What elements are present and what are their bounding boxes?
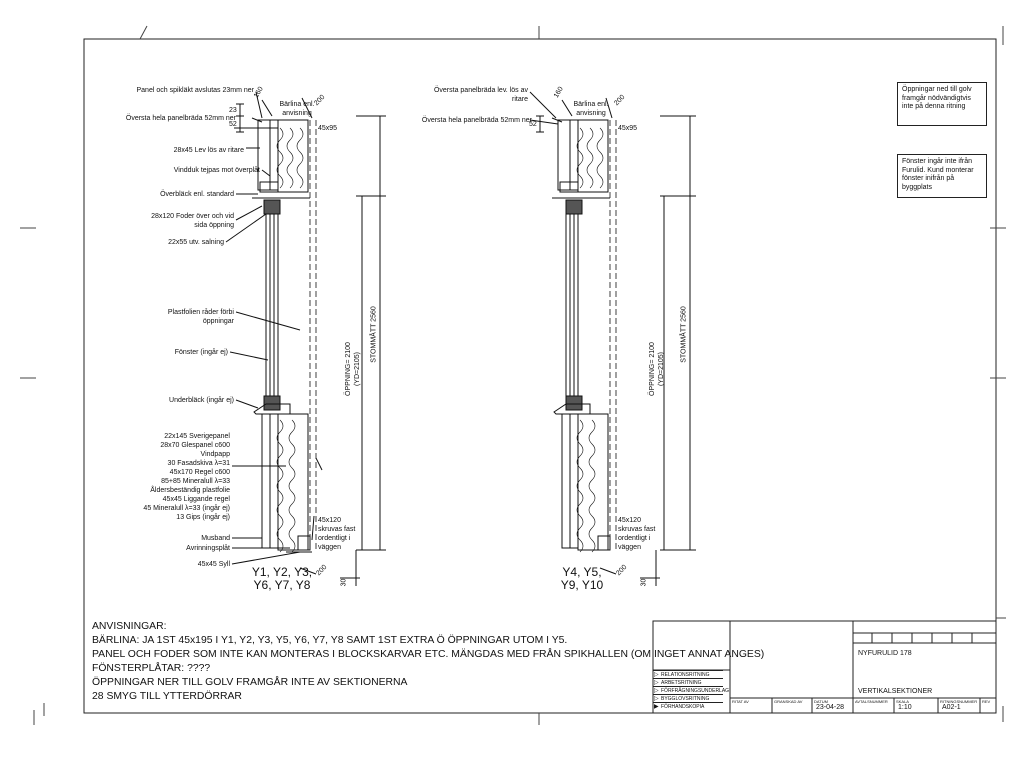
head-granskad: GRANSKAD AV	[774, 699, 803, 704]
label-avrinningsplat: Avrinningsplåt	[186, 545, 230, 552]
head-ritningsnummer: RITNINGSNUMMER	[940, 699, 978, 704]
head-rev: REV	[982, 699, 991, 704]
label-plastfolien: Plastfolien råder förbi öppningar	[167, 309, 234, 325]
dim-52-right: 52	[529, 121, 537, 128]
dim-200-bottom-left: 200	[315, 563, 329, 578]
dim-160-left: 160	[252, 85, 265, 100]
stage-relationsritning: ▷ RELATIONSRITNING	[653, 670, 723, 678]
head-uppdrag: AVTALSNUMMER	[855, 699, 888, 704]
drawing-date: 23-04-28	[816, 704, 845, 711]
dim-opening-left: ÖPPNING= 2100 (YD=2105)	[345, 342, 361, 396]
stage-bygglovsritning: ▷ BYGGLOVSRITNING	[653, 694, 723, 702]
stage-arbetsritning: ▷ ARBETSRITNING	[653, 678, 723, 686]
label-panel-spiklakt: Panel och spikläkt avslutas 23mm ner	[136, 87, 254, 94]
dim-45x120-left: 45x120 skruvas fast ordentligt i väggen	[318, 517, 356, 551]
right-wall-section	[530, 92, 696, 586]
sheet-border	[84, 39, 996, 713]
dim-23-left: 23	[229, 107, 237, 114]
stage-forfragningsunderlag: ▷ FÖRFRÅGNINGSUNDERLAG	[653, 686, 723, 694]
label-overblack: Överbläck enl. standard	[160, 191, 234, 198]
label-oversta-hela-panelbrada-right: Översta hela panelbräda 52mm ner	[421, 117, 532, 124]
label-barlina-left: Bärlina enl. anvisning	[279, 101, 315, 117]
instruction-line: 28 SMYG TILL YTTERDÖRRAR	[92, 691, 242, 702]
label-vindduk: Vindduk tejpas mot överplåt	[173, 167, 260, 174]
instruction-line: ÖPPNINGAR NER TILL GOLV FRAMGÅR INTE AV SEKTIONERNA	[92, 677, 408, 688]
dim-200-bottom-right: 200	[615, 563, 629, 578]
label-oversta-hela-panelbrada: Översta hela panelbräda 52mm ner	[125, 115, 236, 122]
dim-opening-right: ÖPPNING= 2100 (YD=2105)	[649, 342, 665, 396]
dim-52-left: 52	[229, 121, 237, 128]
section-title-left: Y1, Y2, Y3, Y6, Y7, Y8	[251, 565, 313, 592]
project-name: NYFURULID 178	[858, 650, 912, 657]
instruction-line: FÖNSTERPLÅTAR: ????	[92, 663, 211, 674]
side-note-openings: Öppningar ned till golv framgår nödvändigtvis inte på denna ritning	[897, 82, 987, 126]
dim-stommatt-right: STOMMÅTT 2560	[680, 306, 688, 363]
dim-30-right: 30	[640, 578, 648, 587]
head-skala: SKALA	[896, 699, 909, 704]
label-28x120-foder: 28x120 Foder över och vid sida öppning	[151, 213, 234, 229]
dim-200-top-right: 200	[613, 93, 627, 108]
drawing-number: A02-1	[942, 704, 961, 711]
label-underblack: Underbläck (ingår ej)	[169, 397, 234, 404]
side-note-windows: Fönster ingår inte ifrån Furulid. Kund monterar fönster inifrån på byggplats	[897, 154, 987, 198]
label-28x45-lev: 28x45 Lev lös av ritare	[173, 147, 244, 154]
dim-45x120-right: 45x120 skruvas fast ordentligt i väggen	[618, 517, 656, 551]
dim-45x95-right: 45x95	[618, 125, 638, 132]
dim-160-right: 160	[552, 85, 565, 100]
label-barlina-right: Bärlina enl. anvisning	[573, 101, 609, 117]
dim-stommatt-left: STOMMÅTT 2560	[370, 306, 378, 363]
head-datum: DATUM	[814, 699, 828, 704]
label-22x55-salning: 22x55 utv. salning	[168, 239, 224, 246]
section-title-right: Y4, Y5, Y9, Y10	[560, 565, 604, 592]
head-ritat: RITAT AV	[732, 699, 749, 704]
drawing-title: VERTIKALSEKTIONER	[858, 688, 933, 695]
label-musband: Musband	[201, 535, 230, 542]
label-45x45-syll: 45x45 Syll	[197, 561, 230, 568]
dim-45x95-left: 45x95	[318, 125, 338, 132]
instruction-line: BÄRLINA: JA 1ST 45x195 I Y1, Y2, Y3, Y5, Y6, Y7, Y8 SAMT 1ST EXTRA Ö ÖPPNINGAR UTOM I Y5.	[92, 635, 568, 646]
label-fonster: Fönster (ingår ej)	[174, 349, 228, 356]
instructions-heading: ANVISNINGAR:	[92, 621, 167, 632]
stage-forhandskopia: ▶ FÖRHANDSKOPIA	[653, 702, 723, 710]
dim-30-left: 30	[340, 578, 348, 587]
instruction-line: PANEL OCH FODER SOM INTE KAN MONTERAS I BLOCKSKARVAR ETC. MÄNGDAS MED FRÅN SPIKHALLEN (OM INGET ANNAT ANGES)	[92, 649, 765, 660]
dim-200-top-left: 200	[313, 93, 327, 108]
drawing-scale: 1:10	[898, 704, 912, 711]
label-wall-layers: 22x145 Sverigepanel 28x70 Glespanel c600 Vindpapp 30 Fasadskiva λ=31 45x170 Regel c600 85+85 Mineralull λ=33 Åldersbeständig plastfolie 45x45 Liggande regel 45 Mineralull λ=33 (ingår ej) 13 Gips (ingår ej)	[143, 433, 230, 521]
label-oversta-panelbrada: Översta panelbräda lev. lös av ritare	[433, 87, 528, 103]
